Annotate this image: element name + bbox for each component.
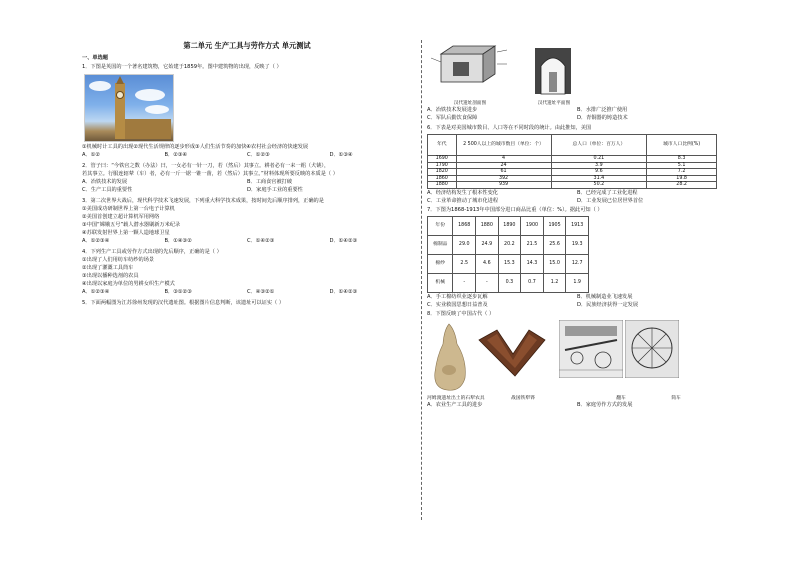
table-cell: 28.2 — [647, 182, 717, 189]
table-cell: 0.21 — [551, 156, 647, 163]
table-header: 1890 — [498, 216, 521, 235]
table-header: 年份 — [428, 216, 453, 235]
table-cell: - — [453, 273, 476, 292]
option-d[interactable]: D．家庭手工业的重要性 — [247, 187, 303, 194]
table-header: 城市人口比例(%) — [647, 135, 717, 156]
q8-options-row-1 — [427, 403, 727, 409]
option-d[interactable]: D．①④②③ — [329, 288, 358, 295]
table-cell: 机械 — [428, 273, 453, 292]
table-cell: 61 — [456, 169, 551, 176]
table-cell: 31.4 — [551, 175, 647, 182]
q3-item: ①美国成功研制世界上第一台电子计算机 — [82, 206, 175, 212]
q5-caption-section: 汉代遗址剖面图 — [453, 100, 487, 106]
option-a[interactable]: A．冶铁技术的发展 — [82, 179, 128, 186]
table-header: 总人口（单位：百万人） — [551, 135, 647, 156]
q6-options-row-2 — [427, 199, 727, 205]
q2-options-row-1 — [82, 180, 412, 186]
table-header: 1880 — [476, 216, 499, 235]
q8-captions — [427, 396, 727, 402]
q8-caption-fanche: 翻车 — [616, 395, 626, 401]
table-cell: 棉制品 — [428, 235, 453, 254]
table-header: 1905 — [543, 216, 566, 235]
option-b[interactable]: B．已经完成了工业化进程 — [577, 189, 638, 196]
option-a[interactable]: A．农业生产工具的进步 — [427, 402, 483, 409]
q3-stem: 3．第二次世界大战后，现代科学技术飞速发展，下列重大科学技术成果，按时间先后顺序排列，正确的是 — [82, 198, 324, 205]
table-cell: 1690 — [428, 156, 457, 163]
option-d[interactable]: D．民族经济获得一定发展 — [577, 301, 639, 308]
q3-options — [82, 239, 412, 245]
q5-options-row-2 — [427, 116, 727, 122]
option-a[interactable]: A．冶铁技术发展进步 — [427, 107, 478, 114]
q4-options — [82, 290, 412, 296]
q3-item: ④苏联发射世界上第一颗人造地球卫星 — [82, 229, 170, 236]
column-divider — [421, 40, 422, 520]
option-c[interactable]: C．④③②① — [247, 288, 275, 295]
q8-caption-tongche: 筒车 — [671, 395, 681, 401]
q1-items: ①机械时计工具的出现②现代生活规律的逐步形成③人们生活节奏的加快④农村社会经济的快速发展 — [82, 144, 309, 151]
q7-stem: 7．下图为1868-1913年中国部分进口商品比重（单位：%）。据此可知（ ） — [427, 206, 603, 213]
water-lifting-chain-pump-drawing — [559, 320, 623, 378]
left-column — [82, 42, 412, 309]
section-heading: 一、单选题 — [82, 55, 108, 62]
q6-stem: 6．下表是对美国城市数目、人口等在不同时段的统计。由此推知，美国 — [427, 125, 592, 132]
table-cell: 0.7 — [521, 273, 544, 292]
table-cell: 14.3 — [521, 254, 544, 273]
table-cell: - — [476, 273, 499, 292]
q8-stem: 8．下图反映了中国古代（ ） — [427, 310, 495, 317]
table-cell: 2.5 — [453, 254, 476, 273]
q6-options-row-1 — [427, 191, 727, 197]
table-cell: 1860 — [428, 175, 457, 182]
q7-table — [427, 216, 589, 293]
big-ben-photo — [84, 74, 174, 142]
option-d[interactable]: D．①④②③ — [329, 237, 358, 244]
q5-caption-plan: 汉代遗址平面图 — [537, 100, 571, 106]
q3-item: ②美国首创建立超计算机军用网络 — [82, 213, 160, 220]
table-row — [428, 273, 589, 292]
table-header: 1868 — [453, 216, 476, 235]
page-title: 第二单元 生产工具与劳作方式 单元测试 — [183, 41, 311, 50]
right-column — [427, 42, 727, 411]
q4-item: ③出现以播种选剂的农具 — [82, 272, 139, 279]
q4-item: ④出现以家庭为单位的男耕女织生产模式 — [82, 280, 175, 287]
q4-item: ②出现了灌溉工具筒车 — [82, 264, 134, 271]
option-c[interactable]: C．①④②③ — [247, 237, 275, 244]
option-b[interactable]: B．机械制造业飞速发展 — [577, 293, 633, 300]
option-d[interactable]: D．①③④ — [329, 152, 353, 159]
furnace-section-diagram — [427, 44, 513, 98]
stone-plough-photo — [427, 320, 473, 394]
table-cell: 21.5 — [521, 235, 544, 254]
q8-caption-iron: 战国铁犁铧 — [511, 395, 535, 401]
table-cell: 0.3 — [498, 273, 521, 292]
table-header-row — [428, 135, 717, 156]
option-b[interactable]: B．水排广泛推广使用 — [577, 107, 628, 114]
table-cell: 19.8 — [647, 175, 717, 182]
q2-stem-line-1: 2．管子曰：“今铁官之数（办法）曰，一女必有一针一刀，若（然后）其事立。耕者必有一耒一耜（犬铫）， — [82, 163, 330, 170]
q5-section-figure — [427, 44, 513, 106]
table-header: 年代 — [428, 135, 457, 156]
table-cell: 19.3 — [566, 235, 589, 254]
table-row — [428, 254, 589, 273]
option-a[interactable]: A．手工棉纺织业逐步瓦解 — [427, 293, 488, 300]
q5-plan-figure — [519, 44, 589, 106]
q2-options-row-2 — [82, 188, 412, 194]
table-cell: 15.0 — [543, 254, 566, 273]
option-c[interactable]: C．工业革命推动了城市化进程 — [427, 197, 499, 204]
option-c[interactable]: C．实业救国思想日益普及 — [427, 301, 488, 308]
option-c[interactable]: C．生产工具的重要性 — [82, 187, 133, 194]
table-cell: 24 — [456, 162, 551, 169]
option-b[interactable]: B．家庭劳作方式的发展 — [577, 402, 633, 409]
q8-figures — [427, 320, 727, 394]
option-a[interactable]: A．①②③④ — [82, 237, 110, 244]
table-header: 1900 — [521, 216, 544, 235]
table-header: 1913 — [566, 216, 589, 235]
q1-options — [82, 153, 412, 159]
table-row — [428, 235, 589, 254]
table-cell: 3.9 — [551, 162, 647, 169]
table-cell: 1820 — [428, 169, 457, 176]
q4-item: ①出现了人们用纺车纺纱的场景 — [82, 256, 155, 263]
option-a[interactable]: A．经济结构发生了根本性变化 — [427, 189, 498, 196]
table-header: 2 500人以上的城市数目（单位：个） — [456, 135, 551, 156]
table-cell: 棉纱 — [428, 254, 453, 273]
q8-caption-stone: 河姆渡遗址出土的石犁农具 — [427, 395, 485, 401]
table-cell: 1880 — [428, 182, 457, 189]
option-b[interactable]: B．工商食官被打破 — [247, 179, 293, 186]
table-row — [428, 182, 717, 189]
q1-stem: 1．下图是英国的一个著名建筑物，它始建于1859年。图中建筑物的出现，反映了（ ） — [82, 64, 282, 71]
furnace-plan-diagram — [519, 44, 589, 98]
option-d[interactable]: D．工业发展已位居世界首位 — [577, 197, 644, 204]
option-d[interactable]: D．青铜器的铸造技术 — [577, 115, 628, 122]
table-cell: 8.3 — [647, 156, 717, 163]
table-header-row — [428, 216, 589, 235]
option-b[interactable]: B．③①②③ — [164, 288, 192, 295]
table-cell: 1.2 — [543, 273, 566, 292]
table-cell: 15.3 — [498, 254, 521, 273]
q2-stem-line-2: 若其事立。行服连轺辇（车）者，必有一斤一锯一锥一凿，若（然后）其事立。”材料体现所要反映的本质是（ ） — [82, 171, 338, 178]
table-cell: 392 — [456, 175, 551, 182]
table-cell: 939 — [456, 182, 551, 189]
q7-options-row-1 — [427, 295, 727, 301]
option-a[interactable]: A．①②③④ — [82, 288, 110, 295]
table-cell: 4 — [456, 156, 551, 163]
q3-item: ③中国“嫦娥五号”载人潜水器刷新万米纪录 — [82, 221, 181, 228]
table-cell: 12.7 — [566, 254, 589, 273]
option-a[interactable]: A．①② — [82, 152, 101, 159]
q6-table — [427, 134, 717, 189]
option-b[interactable]: B．①④③② — [164, 237, 192, 244]
q5-options-row-1 — [427, 108, 727, 114]
option-b[interactable]: B．②③④ — [164, 152, 188, 159]
iron-ploughshare-photo — [475, 320, 549, 394]
q5-stem: 5．下面两幅图为江苏徐州发现的汉代遗址图。根据图片信息判断，该遗址可以证实（ ） — [82, 299, 285, 306]
table-cell: 9.6 — [551, 169, 647, 176]
table-cell: 50.2 — [551, 182, 647, 189]
noria-waterwheel-drawing — [625, 320, 679, 378]
table-cell: 1.9 — [566, 273, 589, 292]
table-cell: 7.2 — [647, 169, 717, 176]
option-c[interactable]: C．①②③ — [247, 152, 270, 159]
table-cell: 25.6 — [543, 235, 566, 254]
q5-figures — [427, 44, 727, 106]
q4-stem: 4．下列生产工具或劳作方式出现的先后顺序，正确的是（ ） — [82, 248, 222, 255]
table-cell: 24.9 — [476, 235, 499, 254]
table-cell: 20.2 — [498, 235, 521, 254]
q7-options-row-2 — [427, 303, 727, 309]
table-cell: 5.1 — [647, 162, 717, 169]
table-cell: 29.0 — [453, 235, 476, 254]
table-cell: 4.6 — [476, 254, 499, 273]
table-cell: 1790 — [428, 162, 457, 169]
option-c[interactable]: C．军队后勤饮食保障 — [427, 115, 478, 122]
